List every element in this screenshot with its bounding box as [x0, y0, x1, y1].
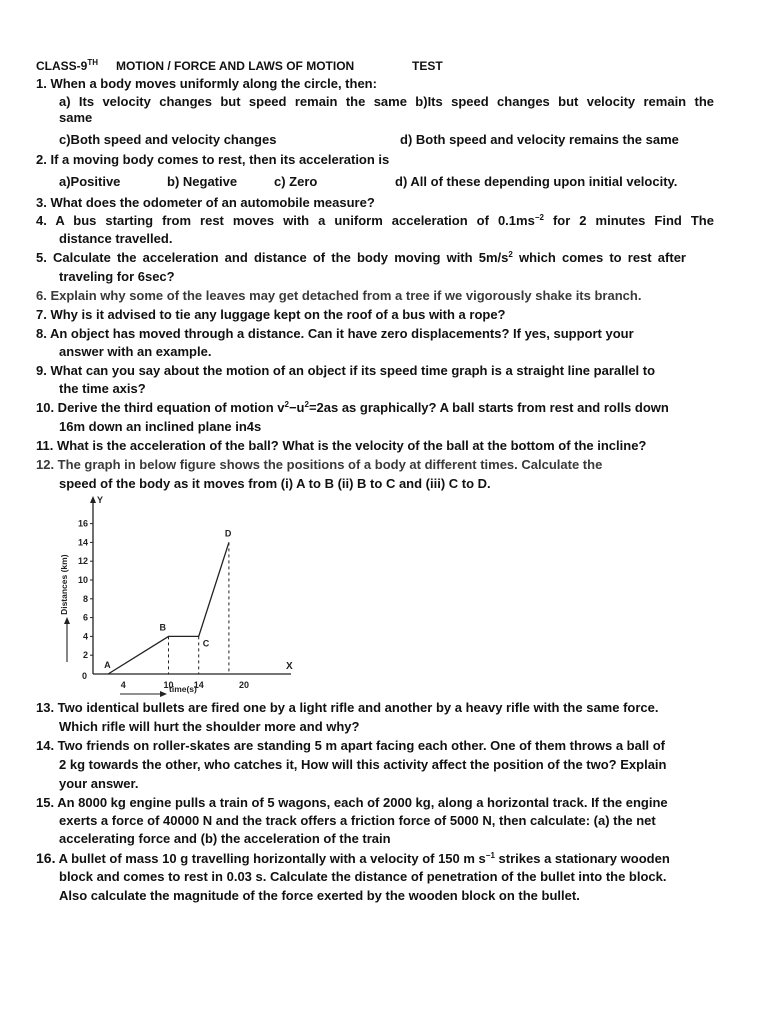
class-label: CLASS-9TH [36, 58, 99, 73]
question-7: 7. Why is it advised to tie any luggage kept on the roof of a bus with a rope? [36, 307, 506, 322]
question-5: 5. Calculate the acceleration and distance of the body moving with $5m/s^2$ which comes to rest after [36, 250, 686, 265]
question-15-cont: exerts a force of 40000 N and the track offers a friction force of 5000 N, then calculate: (a) the net [59, 813, 656, 828]
y-tick-label: 2 [82, 650, 88, 661]
y-tick-label: 12 [77, 556, 88, 567]
position-time-graph [58, 494, 308, 702]
question-16-cont: block and comes to rest in 0.03 s. Calculate the distance of penetration of the bullet into the block. [59, 869, 667, 884]
x-tick-label: 10 [163, 680, 174, 690]
question-8: 8. An object has moved through a distance. Can it have zero displacements? If yes, support your [36, 326, 634, 341]
y-tick-label: 8 [82, 593, 88, 604]
point-label-a: A [104, 660, 111, 670]
point-label-c: C [202, 638, 210, 649]
question-15-cont-2: accelerating force and (b) the acceleration of the train [59, 831, 391, 846]
question-1-option-d: d) Both speed and velocity remains the same [400, 132, 679, 147]
question-14: 14. Two friends on roller-skates are standing 5 m apart facing each other. One of them throws a ball of [36, 738, 665, 753]
question-9: 9. What can you say about the motion of an object if its speed time graph is a straight line parallel to [36, 363, 656, 378]
question-6: 6. Explain why some of the leaves may get detached from a tree if we vigorously shake its branch. [36, 288, 642, 303]
question-12-cont: speed of the body as it moves from (i) A to B (ii) B to C and (iii) C to D. [59, 476, 491, 491]
question-2-option-a: a)Positive [59, 174, 121, 189]
question-3: 3. What does the odometer of an automobile measure? [36, 195, 375, 210]
question-12: 12. The graph in below figure shows the positions of a body at different times. Calculate the [36, 457, 603, 472]
question-2-option-c: c) Zero [274, 174, 318, 189]
x-axis-label: time(s) [169, 684, 197, 694]
y-tick-label: 4 [82, 631, 88, 642]
point-label-d: D [224, 528, 232, 539]
question-9-cont: the time axis? [59, 381, 146, 396]
question-1: 1. When a body moves uniformly along the circle, then: [36, 76, 377, 91]
question-2-option-b: b) Negative [167, 174, 238, 189]
question-16-cont-2: Also calculate the magnitude of the force exerted by the wooden block on the bullet. [59, 888, 580, 903]
question-10: 10. Derive the third equation of motion $v^2-u^2=2as$ as graphically? A ball starts from rest and rolls down [36, 400, 669, 415]
x-label-arrowhead [160, 691, 167, 697]
question-1-options-ab-cont: same [59, 110, 93, 125]
data-line [108, 542, 229, 674]
question-13: 13. Two identical bullets are fired one by a light rifle and another by a heavy rifle with the same force. [36, 700, 659, 715]
question-14-cont: 2 kg towards the other, who catches it, How will this activity affect the position of the two? Explain [59, 757, 667, 772]
question-16: 16. A bullet of mass 10 g travelling horizontally with a velocity of 150 m $s^{-1}$ strikes a stationary wooden [36, 850, 670, 866]
point-label-b: B [159, 622, 166, 633]
question-8-cont: answer with an example. [59, 344, 212, 359]
y-tick-label: 10 [77, 575, 88, 585]
question-15: 15. An 8000 kg engine pulls a train of 5 wagons, each of 2000 kg, along a horizontal track. If the engine [36, 795, 668, 810]
question-4-cont: distance travelled. [59, 231, 173, 246]
test-label: TEST [412, 59, 443, 73]
question-2-option-d: d) All of these depending upon initial velocity. [395, 174, 678, 189]
subject-title: MOTION / FORCE AND LAWS OF MOTION [116, 59, 355, 73]
question-2: 2. If a moving body comes to rest, then its acceleration is [36, 152, 390, 167]
question-4: 4. A bus starting from rest moves with a uniform acceleration of $0.1ms^{-2}$ for 2 minutes Find The [36, 213, 714, 228]
x-tick-label: 14 [193, 680, 204, 690]
x-tick-label: 4 [120, 680, 126, 690]
origin-label: 0 [82, 671, 88, 681]
question-13-cont: Which rifle will hurt the shoulder more and why? [59, 719, 360, 734]
y-axis-letter: Y [97, 495, 104, 505]
y-label-arrowhead [64, 617, 70, 624]
x-tick-label: 20 [238, 680, 250, 690]
question-14-cont-2: your answer. [59, 776, 139, 791]
y-tick-label: 6 [82, 612, 88, 623]
question-11: 11. What is the acceleration of the ball? What is the velocity of the ball at the bottom of the incline? [36, 438, 647, 453]
x-axis-letter: X [286, 661, 293, 672]
y-tick-label: 16 [77, 518, 88, 529]
y-tick-label: 14 [77, 537, 88, 548]
question-1-options-ab: a) Its velocity changes but speed remain the same b)Its speed changes but velocity remain the [59, 94, 714, 109]
y-axis-arrow [90, 496, 96, 503]
question-10-cont: 16m down an inclined plane in4s [59, 419, 262, 434]
question-1-option-c: c)Both speed and velocity changes [59, 132, 277, 147]
question-5-cont: traveling for 6sec? [59, 269, 175, 284]
y-axis-label: Distances (km) [59, 554, 69, 615]
